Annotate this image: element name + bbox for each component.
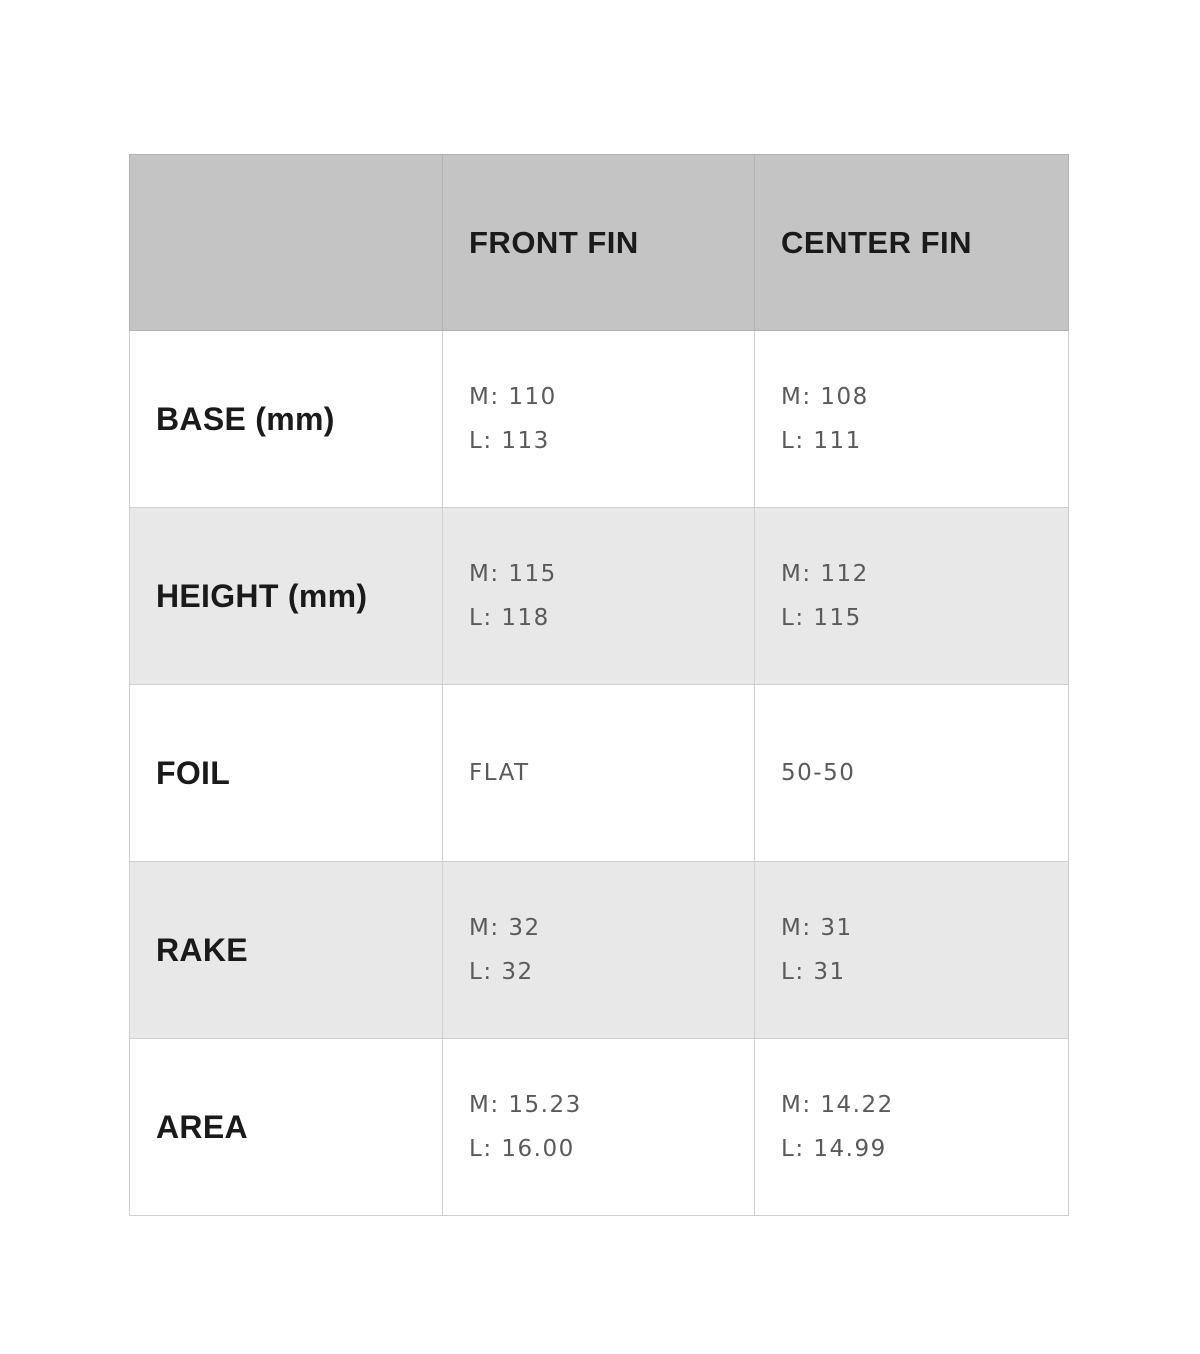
large-value: L: 14.99 xyxy=(781,1136,887,1162)
fin-spec-table xyxy=(129,154,1069,1216)
large-value: L: 113 xyxy=(469,428,550,454)
table-header-row xyxy=(130,155,1069,331)
foil-value: 50-50 xyxy=(781,760,856,786)
medium-value: M: 15.23 xyxy=(469,1092,582,1118)
row-label: BASE (mm) xyxy=(130,331,443,508)
center-fin-cell xyxy=(755,1039,1069,1216)
center-fin-cell xyxy=(755,862,1069,1039)
large-value: L: 111 xyxy=(781,428,862,454)
table-row-base xyxy=(130,331,1069,508)
table-row-rake xyxy=(130,862,1069,1039)
table-row-area xyxy=(130,1039,1069,1216)
medium-value: M: 110 xyxy=(469,384,557,410)
large-value: L: 16.00 xyxy=(469,1136,575,1162)
header-cell-center-fin: CENTER FIN xyxy=(755,155,1069,331)
row-label: RAKE xyxy=(130,862,443,1039)
foil-value: FLAT xyxy=(469,760,530,786)
table-row-foil xyxy=(130,685,1069,862)
row-label: FOIL xyxy=(130,685,443,862)
front-fin-cell xyxy=(443,508,755,685)
center-fin-cell xyxy=(755,331,1069,508)
medium-value: M: 115 xyxy=(469,561,557,587)
medium-value: M: 32 xyxy=(469,915,541,941)
center-fin-cell xyxy=(755,685,1069,862)
large-value: L: 31 xyxy=(781,959,846,985)
front-fin-cell xyxy=(443,685,755,862)
front-fin-cell xyxy=(443,862,755,1039)
table-row-height xyxy=(130,508,1069,685)
row-label: AREA xyxy=(130,1039,443,1216)
large-value: L: 118 xyxy=(469,605,550,631)
large-value: L: 115 xyxy=(781,605,862,631)
row-label: HEIGHT (mm) xyxy=(130,508,443,685)
medium-value: M: 112 xyxy=(781,561,869,587)
header-cell-front-fin: FRONT FIN xyxy=(443,155,755,331)
front-fin-cell xyxy=(443,1039,755,1216)
header-cell-empty xyxy=(130,155,443,331)
center-fin-cell xyxy=(755,508,1069,685)
medium-value: M: 108 xyxy=(781,384,869,410)
medium-value: M: 31 xyxy=(781,915,853,941)
large-value: L: 32 xyxy=(469,959,534,985)
front-fin-cell xyxy=(443,331,755,508)
medium-value: M: 14.22 xyxy=(781,1092,894,1118)
